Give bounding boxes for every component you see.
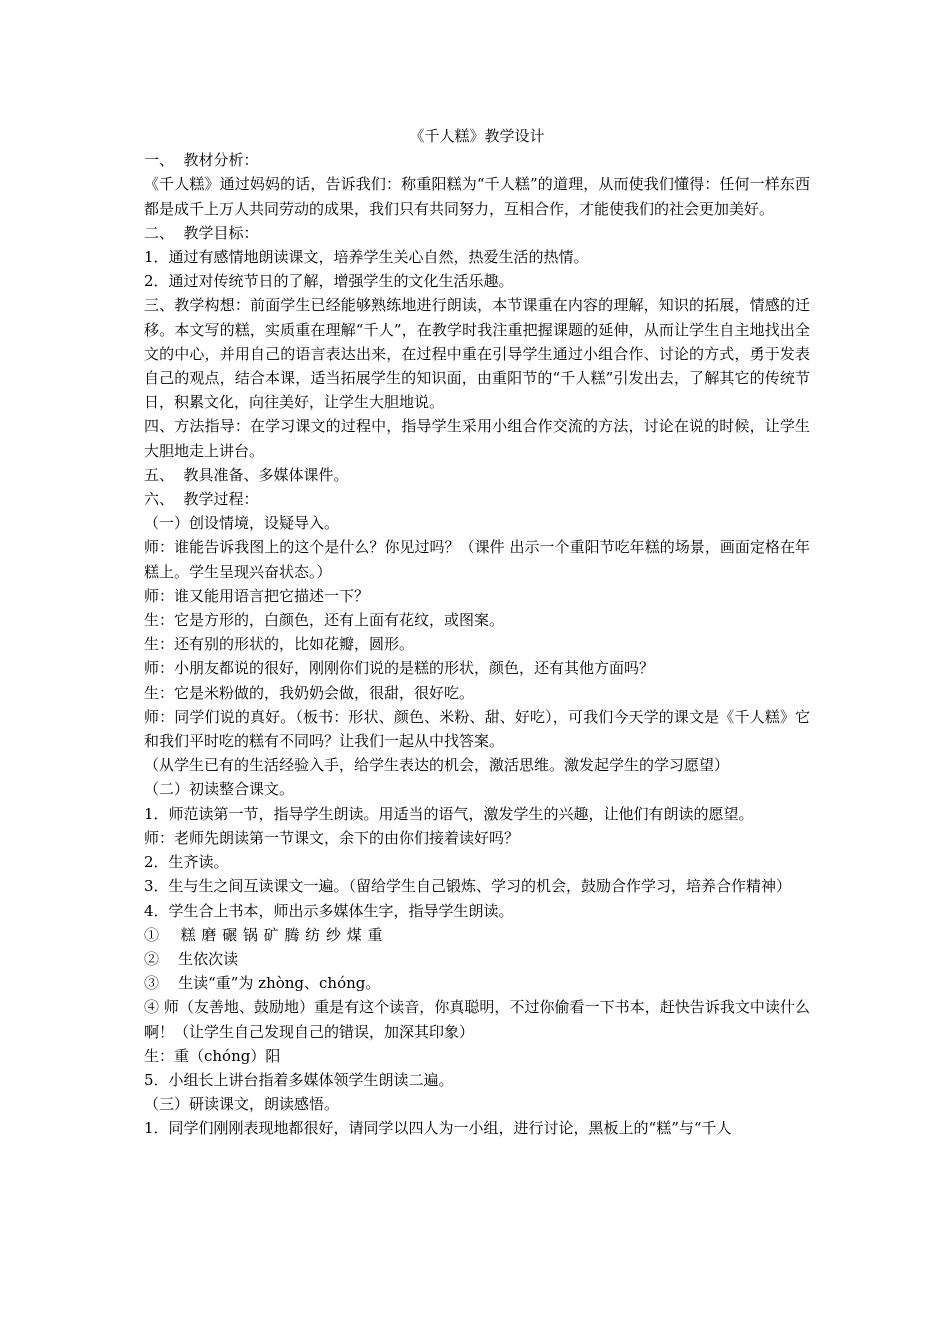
document-body [144,124,810,1141]
section-heading-teaching-aids: 五、 教具准备、多媒体课件。 [144,465,349,484]
document-title: 《千人糕》教学设计 [409,127,545,145]
section-heading-teaching-goals: 二、 教学目标： [144,223,259,242]
step-item: 3．生与生之间互读课文一遍。（留给学生自己锻炼、学习的机会，鼓励合作学习，培养合作精神） [144,877,792,896]
circled-item-1: ① 糕 磨 碾 锅 矿 腾 纺 纱 煤 重 [144,925,383,944]
dialogue-line: 生：还有别的形状的，比如花瓣，圆形。 [144,635,415,654]
dialogue-line: 师：老师先朗读第一节课文，余下的由你们接着读好吗？ [144,828,520,847]
section-heading-teaching-process: 六、 教学过程： [144,490,259,509]
dialogue-line: 师：谁又能用语言把它描述一下？ [144,586,370,605]
dialogue-line: 生：它是方形的，白颜色，还有上面有花纹，或图案。 [144,611,505,630]
paragraph-teaching-concept: 三、教学构想：前面学生已经能够熟练地进行朗读，本节课重在内容的理解，知识的拓展，情感的迁移。本文写的糕，实质重在理解“千人”，在教学时我注重把握课题的延伸，从而让学生自主地找出全文的中心，并用自己的语言表达出来，在过程中重在引导学生通过小组合作、讨论的方式，勇于发表自己的观点，结合本课，适当拓展学生的知识面，由重阳节的“千人糕”引发出去，了解其它的传统节日，积累文化，向往美好，让学生大胆地说。 [144,296,810,412]
circled-item-3: ③ 生读“重”为 zhòng、chóng。 [144,974,381,993]
step-item: 5．小组长上讲台指着多媒体领学生朗读二遍。 [144,1070,454,1089]
circled-item-4: ④ 师（友善地、鼓励地）重是有这个读音，你真聪明，不过你偷看一下书本，赶快告诉我文中读什么啊！（让学生自己发现自己的错误，加深其印象） [144,998,810,1041]
subsection-heading-3: （三）研读课文，朗读感悟。 [144,1095,340,1114]
dialogue-line: 生：重（chóng）阳 [144,1046,281,1065]
dialogue-line: 师：谁能告诉我图上的这个是什么？你见过吗？（课件 出示一个重阳节吃年糕的场景，画面定格在年糕上。学生呈现兴奋状态。） [144,538,810,581]
dialogue-line: 生：它是米粉做的，我奶奶会做，很甜，很好吃。 [144,683,475,702]
subsection-heading-2: （二）初读整合课文。 [144,780,295,799]
goal-item-2: 2．通过对传统节日的了解，增强学生的文化生活乐趣。 [144,272,514,291]
goal-item-1: 1．通过有感情地朗读课文，培养学生关心自然，热爱生活的热情。 [144,248,589,267]
circled-item-2: ② 生依次读 [144,949,239,968]
dialogue-line: 师：小朋友都说的很好，刚刚你们说的是糕的形状，颜色，还有其他方面吗？ [144,659,655,678]
subsection-heading-1: （一）创设情境，设疑导入。 [144,514,340,533]
step-item: 1．同学们刚刚表现地都很好，请同学以四人为一小组，进行讨论，黑板上的“糕”与“千人 [144,1119,732,1138]
step-item: 4．学生合上书本，师出示多媒体生字，指导学生朗读。 [144,901,514,920]
step-item: 2．生齐读。 [144,853,229,872]
paragraph-method-guidance: 四、方法指导：在学习课文的过程中，指导学生采用小组合作交流的方法，讨论在说的时候，让学生大胆地走上讲台。 [144,417,810,460]
dialogue-line: 师：同学们说的真好。（板书：形状、颜色、米粉、甜、好吃），可我们今天学的课文是《千人糕》它和我们平时吃的糕有不同吗？让我们一起从中找答案。 [144,707,810,751]
step-item: 1．师范读第一节，指导学生朗读。用适当的语气，激发学生的兴趣，让他们有朗读的愿望。 [144,804,754,823]
design-note: （从学生已有的生活经验入手，给学生表达的机会，激活思维。激发起学生的学习愿望） [144,756,730,775]
section-heading-textbook-analysis: 一、 教材分析： [144,151,259,170]
paragraph-textbook-analysis: 《千人糕》通过妈妈的话，告诉我们：称重阳糕为“千人糕”的道理，从而使我们懂得：任何一样东西都是成千上万人共同劳动的成果，我们只有共同努力，互相合作，才能使我们的社会更加美好。 [144,175,810,218]
